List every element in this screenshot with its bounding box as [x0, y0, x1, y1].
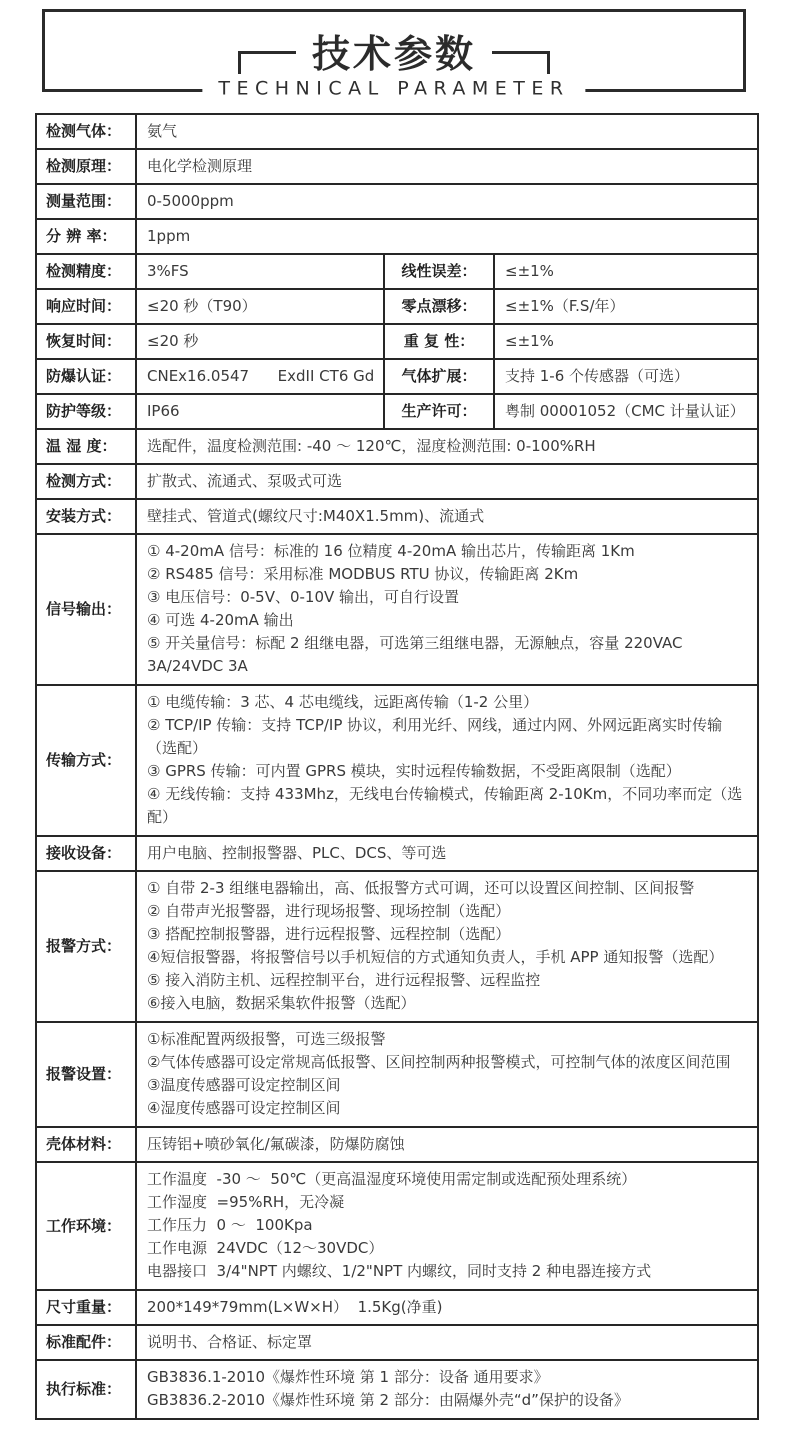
spec-value: IP66: [136, 394, 384, 429]
spec-value: ≤20 秒（T90）: [136, 289, 384, 324]
spec-value: ≤20 秒: [136, 324, 384, 359]
spec-line: ⑥接入电脑，数据采集软件报警（选配）: [147, 994, 416, 1012]
spec-value-secondary: ≤±1%: [494, 254, 758, 289]
table-row: [36, 534, 758, 685]
spec-line: ① 电缆传输：3 芯、4 芯电缆线，远距离传输（1-2 公里）: [147, 693, 539, 711]
spec-line: ①标准配置两级报警，可选三级报警: [147, 1030, 386, 1048]
spec-line: ④ 无线传输：支持 433Mhz，无线电台传输模式，传输距离 2-10Km，不同功率而定（选配）: [147, 785, 743, 826]
right-corner-bracket-icon: [492, 51, 550, 74]
spec-label: 壳体材料：: [36, 1127, 136, 1162]
table-row: [36, 685, 758, 836]
spec-value-secondary: 粤制 00001052（CMC 计量认证）: [494, 394, 758, 429]
table-row: [36, 429, 758, 464]
spec-value-list: [136, 534, 758, 685]
spec-table: [35, 113, 759, 1420]
spec-label: 报警设置：: [36, 1022, 136, 1127]
spec-label: 分 辨 率：: [36, 219, 136, 254]
page-title: 技术参数: [311, 31, 476, 76]
table-row: [36, 1022, 758, 1127]
spec-value: 1ppm: [136, 219, 758, 254]
spec-line: ④湿度传感器可设定控制区间: [147, 1099, 341, 1117]
table-row: [36, 464, 758, 499]
table-row: [36, 219, 758, 254]
spec-value: 压铸铝+喷砂氧化/氟碳漆，防爆防腐蚀: [136, 1127, 758, 1162]
spec-line: ① 自带 2-3 组继电器输出，高、低报警方式可调，还可以设置区间控制、区间报警: [147, 879, 695, 897]
page-subtitle: TECHNICAL PARAMETER: [202, 76, 585, 103]
spec-value: 电化学检测原理: [136, 149, 758, 184]
spec-label: 恢复时间：: [36, 324, 136, 359]
spec-value: 用户电脑、控制报警器、PLC、DCS、等可选: [136, 836, 758, 871]
spec-label: 传输方式：: [36, 685, 136, 836]
spec-value: CNEx16.0547 ExdII CT6 Gd: [136, 359, 384, 394]
spec-value-list: [136, 685, 758, 836]
spec-table-body: [36, 114, 758, 1419]
spec-value-list: [136, 871, 758, 1022]
spec-line: 电器接口 3/4"NPT 内螺纹、1/2"NPT 内螺纹，同时支持 2 种电器连接方式: [147, 1262, 652, 1280]
spec-label: 接收设备：: [36, 836, 136, 871]
table-row: [36, 1127, 758, 1162]
spec-line: ②气体传感器可设定常规高低报警、区间控制两种报警模式，可控制气体的浓度区间范围: [147, 1053, 731, 1071]
table-row: [36, 254, 758, 289]
spec-value-list: [136, 1022, 758, 1127]
spec-value-secondary: ≤±1%: [494, 324, 758, 359]
table-row: [36, 1290, 758, 1325]
spec-line: ① 4-20mA 信号：标准的 16 位精度 4-20mA 输出芯片，传输距离 1Km: [147, 542, 635, 560]
spec-value-list: [136, 1360, 758, 1419]
spec-value-list: [136, 1162, 758, 1290]
spec-line: ④短信报警器，将报警信号以手机短信的方式通知负责人，手机 APP 通知报警（选配）: [147, 948, 724, 966]
spec-line: ② TCP/IP 传输：支持 TCP/IP 协议，利用光纤、网线，通过内网、外网远距离实时传输（选配）: [147, 716, 723, 757]
spec-value: 3%FS: [136, 254, 384, 289]
left-corner-bracket-icon: [238, 51, 296, 74]
spec-label-secondary: 零点漂移：: [384, 289, 494, 324]
spec-label: 温 湿 度：: [36, 429, 136, 464]
spec-label: 检测方式：: [36, 464, 136, 499]
spec-sheet: [0, 9, 790, 1420]
spec-label: 检测原理：: [36, 149, 136, 184]
table-row: [36, 149, 758, 184]
spec-line: 工作电源 24VDC（12～30VDC）: [147, 1239, 384, 1257]
spec-value: 壁挂式、管道式(螺纹尺寸:M40X1.5mm)、流通式: [136, 499, 758, 534]
spec-label: 防爆认证：: [36, 359, 136, 394]
spec-line: ④ 可选 4-20mA 输出: [147, 611, 294, 629]
spec-label: 信号输出：: [36, 534, 136, 685]
table-row: [36, 1360, 758, 1419]
spec-label: 测量范围：: [36, 184, 136, 219]
header: [42, 9, 746, 100]
spec-label-secondary: 重 复 性：: [384, 324, 494, 359]
spec-label: 标准配件：: [36, 1325, 136, 1360]
spec-line: ③ GPRS 传输：可内置 GPRS 模块，实时远程传输数据，不受距离限制（选配）: [147, 762, 681, 780]
spec-label-secondary: 气体扩展：: [384, 359, 494, 394]
spec-line: ② 自带声光报警器，进行现场报警、现场控制（选配）: [147, 902, 511, 920]
spec-line: 工作压力 0 ～ 100Kpa: [147, 1216, 313, 1234]
spec-value: 扩散式、流通式、泵吸式可选: [136, 464, 758, 499]
table-row: [36, 499, 758, 534]
spec-label: 工作环境：: [36, 1162, 136, 1290]
spec-label-secondary: 线性误差：: [384, 254, 494, 289]
spec-label: 检测精度：: [36, 254, 136, 289]
spec-value: 氨气: [136, 114, 758, 149]
spec-label: 防护等级：: [36, 394, 136, 429]
spec-label: 响应时间：: [36, 289, 136, 324]
table-row: [36, 1325, 758, 1360]
spec-value-secondary: 支持 1-6 个传感器（可选）: [494, 359, 758, 394]
spec-line: ③ 电压信号：0-5V、0-10V 输出，可自行设置: [147, 588, 460, 606]
table-row: [36, 871, 758, 1022]
table-row: [36, 324, 758, 359]
spec-label: 执行标准：: [36, 1360, 136, 1419]
spec-value: 说明书、合格证、标定罩: [136, 1325, 758, 1360]
table-row: [36, 184, 758, 219]
spec-line: ③ 搭配控制报警器，进行远程报警、远程控制（选配）: [147, 925, 511, 943]
spec-line: 工作温度 -30 ～ 50℃（更高温湿度环境使用需定制或选配预处理系统）: [147, 1170, 637, 1188]
spec-value: 200*149*79mm(L×W×H） 1.5Kg(净重): [136, 1290, 758, 1325]
spec-value: 0-5000ppm: [136, 184, 758, 219]
table-row: [36, 836, 758, 871]
spec-line: GB3836.2-2010《爆炸性环境 第 2 部分：由隔爆外壳“d”保护的设备》: [147, 1391, 629, 1409]
spec-label: 检测气体：: [36, 114, 136, 149]
table-row: [36, 394, 758, 429]
spec-line: GB3836.1-2010《爆炸性环境 第 1 部分：设备 通用要求》: [147, 1368, 549, 1386]
spec-value: 选配件，温度检测范围: -40 ～ 120℃，湿度检测范围: 0-100%RH: [136, 429, 758, 464]
spec-line: ③温度传感器可设定控制区间: [147, 1076, 341, 1094]
table-row: [36, 359, 758, 394]
table-row: [36, 114, 758, 149]
table-row: [36, 1162, 758, 1290]
spec-line: ⑤ 开关量信号：标配 2 组继电器，可选第三组继电器，无源触点，容量 220VAC 3A/24VDC 3A: [147, 634, 688, 675]
spec-line: ② RS485 信号：采用标准 MODBUS RTU 协议，传输距离 2Km: [147, 565, 579, 583]
spec-line: 工作湿度 =95%RH，无冷凝: [147, 1193, 345, 1211]
spec-line: ⑤ 接入消防主机、远程控制平台，进行远程报警、远程监控: [147, 971, 541, 989]
spec-label-secondary: 生产许可：: [384, 394, 494, 429]
spec-label: 安装方式：: [36, 499, 136, 534]
spec-label: 报警方式：: [36, 871, 136, 1022]
spec-label: 尺寸重量：: [36, 1290, 136, 1325]
spec-value-secondary: ≤±1%（F.S/年）: [494, 289, 758, 324]
table-row: [36, 289, 758, 324]
